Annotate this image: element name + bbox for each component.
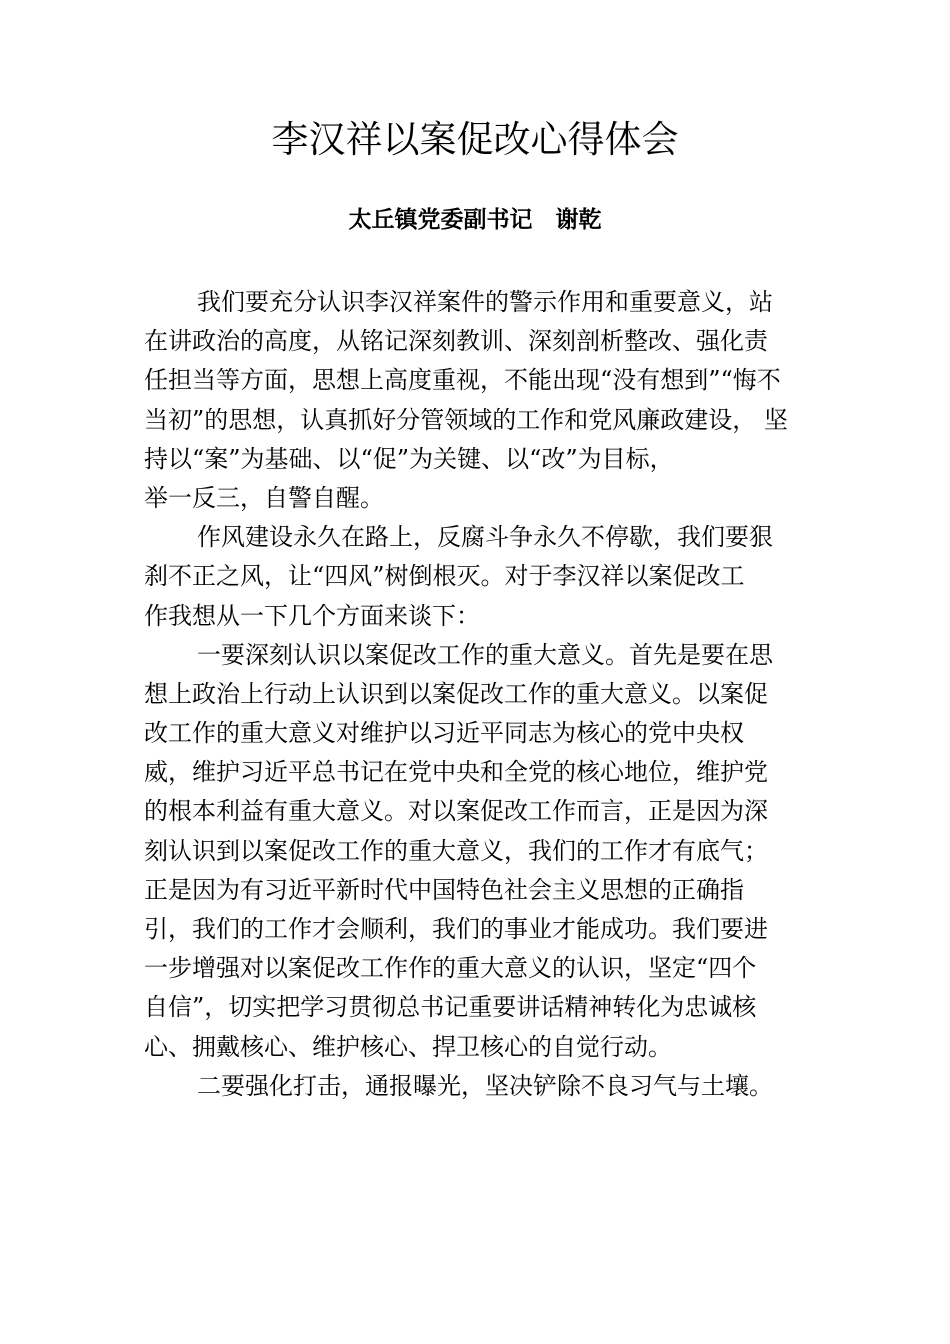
text-line: 的根本利益有重大意义。对以案促改工作而言，正是因为深	[144, 797, 768, 826]
author-line: 太丘镇党委副书记 谢乾	[348, 207, 602, 233]
text-line: 正是因为有习近平新时代中国特色社会主义思想的正确指	[144, 875, 744, 904]
text-line: 任担当等方面，思想上高度重视，不能出现“没有想到”“悔不	[144, 366, 781, 395]
text-line: 心、拥戴核心、维护核心、捍卫核心的自觉行动。	[144, 1032, 672, 1061]
text-line: 作风建设永久在路上，反腐斗争永久不停歇，我们要狠	[197, 523, 773, 552]
text-line: 我们要充分认识李汉祥案件的警示作用和重要意义，站	[197, 288, 773, 316]
document-body	[144, 283, 824, 1106]
paragraph-2	[144, 518, 824, 636]
document-title: 李汉祥以案促改心得体会	[271, 118, 679, 161]
text-line: 一步增强对以案促改工作作的重大意义的认识，坚定“四个	[144, 954, 757, 983]
text-line: 自信”，切实把学习贯彻总书记重要讲话精神转化为忠诚核	[144, 993, 757, 1022]
text-line: 威，维护习近平总书记在党中央和全党的核心地位，维护党	[144, 758, 768, 787]
text-line: 刻认识到以案促改工作的重大意义，我们的工作才有底气；	[144, 836, 768, 865]
text-line: 改工作的重大意义对维护以习近平同志为核心的党中央权	[144, 719, 744, 748]
text-line: 引，我们的工作才会顺利，我们的事业才能成功。我们要进	[144, 915, 768, 943]
text-line: 想上政治上行动上认识到以案促改工作的重大意义。以案促	[144, 679, 768, 708]
paragraph-4	[144, 1067, 824, 1106]
text-line: 二要强化打击，通报曝光，坚决铲除不良习气与土壤。	[197, 1071, 773, 1100]
paragraph-3	[144, 636, 824, 1067]
text-line: 当初”的思想，认真抓好分管领域的工作和党风廉政建设， 坚	[144, 405, 788, 434]
paragraph-1	[144, 283, 824, 518]
text-line: 举一反三，自警自醒。	[144, 483, 384, 512]
text-line: 刹不正之风，让“四风”树倒根灭。对于李汉祥以案促改工	[144, 562, 745, 591]
text-line: 在讲政治的高度，从铭记深刻教训、深刻剖析整改、强化责	[144, 327, 768, 356]
text-line: 作我想从一下几个方面来谈下：	[144, 601, 480, 630]
text-line: 持以“案”为基础、以“促”为关键、以“改”为目标，	[144, 444, 674, 473]
text-line: 一要深刻认识以案促改工作的重大意义。首先是要在思	[197, 640, 773, 669]
